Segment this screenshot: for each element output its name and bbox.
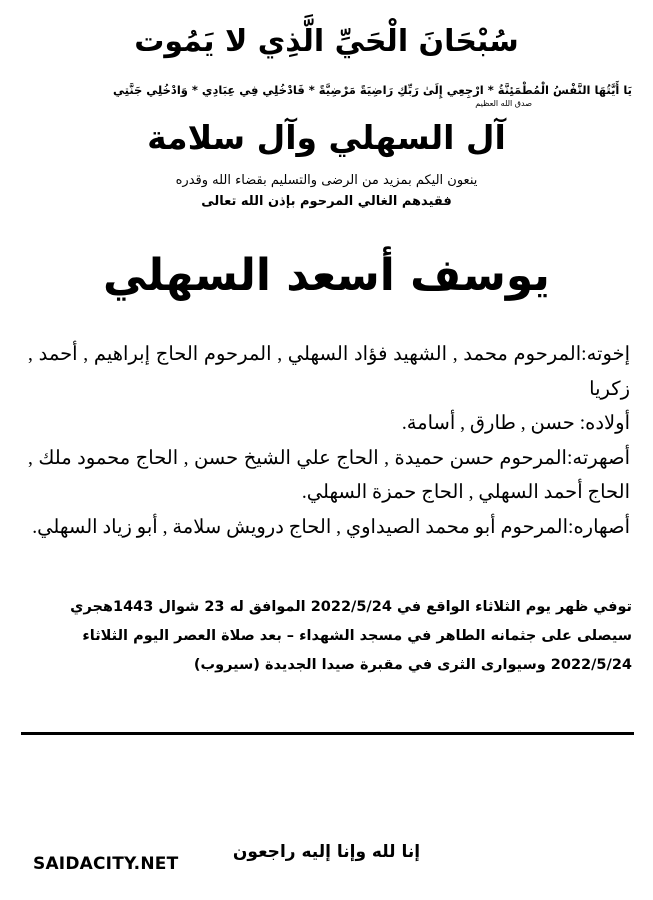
funeral-announcement: سيصلى على جثمانه الطاهر في مسجد الشهداء – بعد صلاة العصر اليوم الثلاثاء 2022/5/24 وسيوارى الثرى في مقبرة صيدا الجديدة (سيروب) [82,628,632,673]
verse-source: صدق الله العظيم [475,99,532,108]
closing-phrase: إنا لله وإنا إليه راجعون [232,842,421,862]
deceased-intro-line: فقيدهم الغالي المرحوم بإذن الله تعالى [201,194,452,209]
site-watermark: SAIDACITY.NET [33,854,179,874]
divider [21,732,634,735]
family-name: آل السهلي وآل سلامة [147,118,506,157]
relatives-children: أولاده: حسن , طارق , أسامة. [401,413,630,434]
announcement [22,593,632,680]
header-title: سُبْحَانَ الْحَيِّ الَّذِي لا يَمُوت [134,24,519,59]
mourning-line: ينعون اليكم بمزيد من الرضى والتسليم بقضاء الله وقدره [175,173,478,188]
relatives-brothers: إخوته:المرحوم محمد , الشهيد فؤاد السهلي , المرحوم الحاج إبراهيم , أحمد , زكريا [28,344,630,400]
death-announcement: توفي ظهر يوم الثلاثاء الواقع في 2022/5/24 الموافق له 23 شوال 1443هجري [70,599,632,615]
relatives-list [28,338,630,545]
quran-verse: يَا أَيَّتُهَا النَّفْسُ الْمُطْمَئِنَّةُ * ارْجِعِي إِلَىٰ رَبِّكِ رَاضِيَةً مَرْضِيَّةً * فَادْخُلِي فِي عِبَادِي * وَادْخُلِي جَنَّتِي [112,83,632,97]
relatives-brothers-in-law: أصهرته:المرحوم حسن حميدة , الحاج علي الشيخ حسن , الحاج محمود ملك , الحاج أحمد السهلي , الحاج حمزة السهلي. [28,447,630,503]
deceased-name: يوسف أسعد السهلي [103,250,550,301]
relatives-in-laws: أصهاره:المرحوم أبو محمد الصيداوي , الحاج درويش سلامة , أبو زياد السهلي. [32,516,630,538]
